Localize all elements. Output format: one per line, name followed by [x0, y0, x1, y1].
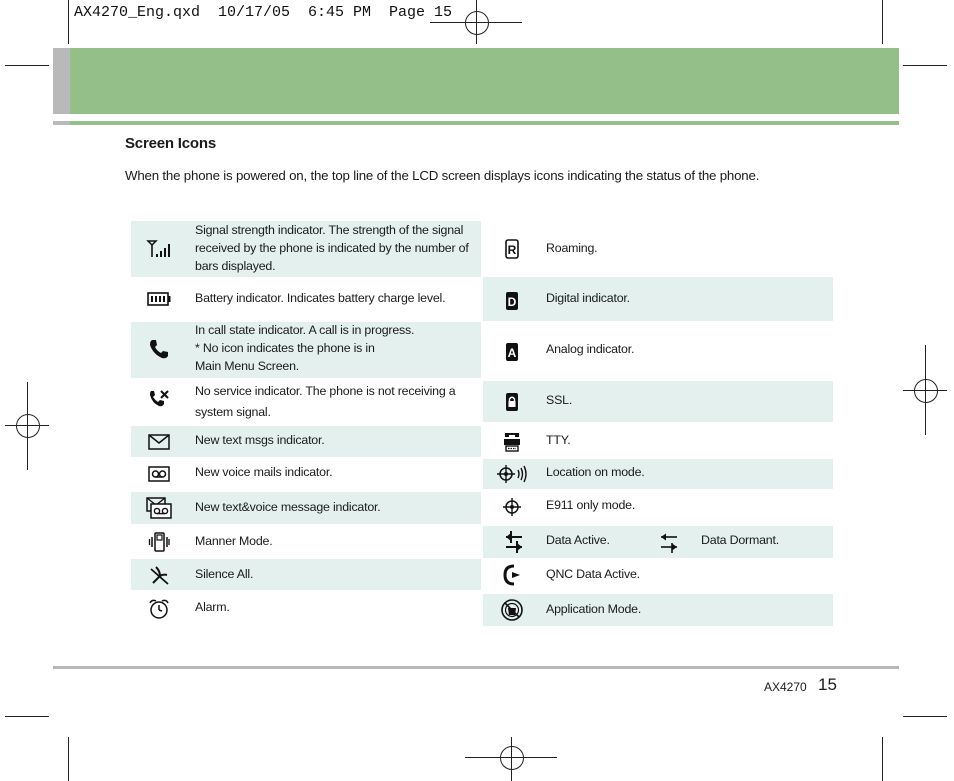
- text-voice-message-icon: [145, 496, 173, 520]
- right-item-label: TTY.: [546, 433, 571, 447]
- svg-text:A: A: [507, 346, 517, 360]
- right-item-label: Data Active.: [546, 533, 610, 547]
- right-item-label: Location on mode.: [546, 465, 645, 479]
- qnc-data-icon: [498, 563, 526, 587]
- header-banner-tab: [53, 48, 70, 114]
- data-dormant-icon: [655, 530, 683, 554]
- manner-mode-icon: [145, 530, 173, 554]
- left-item-label: Signal strength indicator. The strength of the signal received by the phone is indicated by the number of bars displayed.: [195, 223, 469, 273]
- application-mode-icon: [498, 598, 526, 622]
- right-item-label: QNC Data Active.: [546, 567, 640, 581]
- left-item-label: Silence All.: [195, 567, 254, 581]
- no-service-icon: [145, 388, 173, 412]
- right-row-shade: [483, 381, 833, 422]
- print-slug: AX4270_Eng.qxd 10/17/05 6:45 PM Page 15: [74, 4, 453, 21]
- right-row-shade: [483, 277, 833, 321]
- footer-model-name: AX4270: [764, 680, 807, 694]
- svg-text:D: D: [507, 295, 517, 309]
- footer-rule: [53, 666, 899, 669]
- left-item-label: New text&voice message indicator.: [195, 500, 381, 514]
- right-item-label: Analog indicator.: [546, 342, 635, 356]
- header-banner: [70, 48, 899, 114]
- ssl-icon: [498, 390, 526, 414]
- analog-icon: [498, 340, 526, 364]
- header-rule-tab: [53, 121, 70, 125]
- roaming-icon: [498, 237, 526, 261]
- left-item-label: New voice mails indicator.: [195, 465, 333, 479]
- left-item-label: Battery indicator. Indicates battery charge level.: [195, 291, 446, 305]
- location-on-icon: [496, 462, 530, 486]
- in-call-icon: [145, 337, 173, 361]
- tty-icon: [498, 430, 526, 454]
- svg-text:R: R: [507, 243, 517, 257]
- intro-paragraph: When the phone is powered on, the top line of the LCD screen displays icons indicating the status of the phone.: [125, 168, 760, 183]
- right-item-label: E911 only mode.: [546, 498, 636, 512]
- left-row-shade: [131, 559, 481, 590]
- battery-icon: [145, 287, 173, 311]
- right-item-label: Digital indicator.: [546, 291, 630, 305]
- text-message-icon: [145, 430, 173, 454]
- data-dormant-label: Data Dormant.: [701, 533, 779, 547]
- right-item-label: Roaming.: [546, 241, 598, 255]
- signal-strength-icon: [145, 237, 173, 261]
- section-heading: Screen Icons: [125, 135, 216, 152]
- digital-icon: [498, 289, 526, 313]
- right-item-label: Application Mode.: [546, 602, 642, 616]
- left-item-label: No service indicator. The phone is not receiving a system signal.: [195, 384, 456, 419]
- e911-icon: [498, 495, 526, 519]
- header-rule: [53, 121, 899, 125]
- alarm-icon: [145, 597, 173, 621]
- right-row-shade: [483, 594, 833, 626]
- voicemail-icon: [145, 462, 173, 486]
- page-number: 15: [818, 675, 837, 694]
- data-active-icon: [500, 530, 528, 554]
- right-item-label: SSL.: [546, 393, 573, 407]
- left-item-label: New text msgs indicator.: [195, 433, 325, 447]
- left-item-label: Alarm.: [195, 600, 230, 614]
- left-item-label: In call state indicator. A call is in progress. * No icon indicates the phone is in Main Menu Screen.: [195, 323, 415, 373]
- silence-all-icon: [145, 563, 173, 587]
- left-item-label: Manner Mode.: [195, 534, 273, 548]
- right-row-shade: [483, 459, 833, 489]
